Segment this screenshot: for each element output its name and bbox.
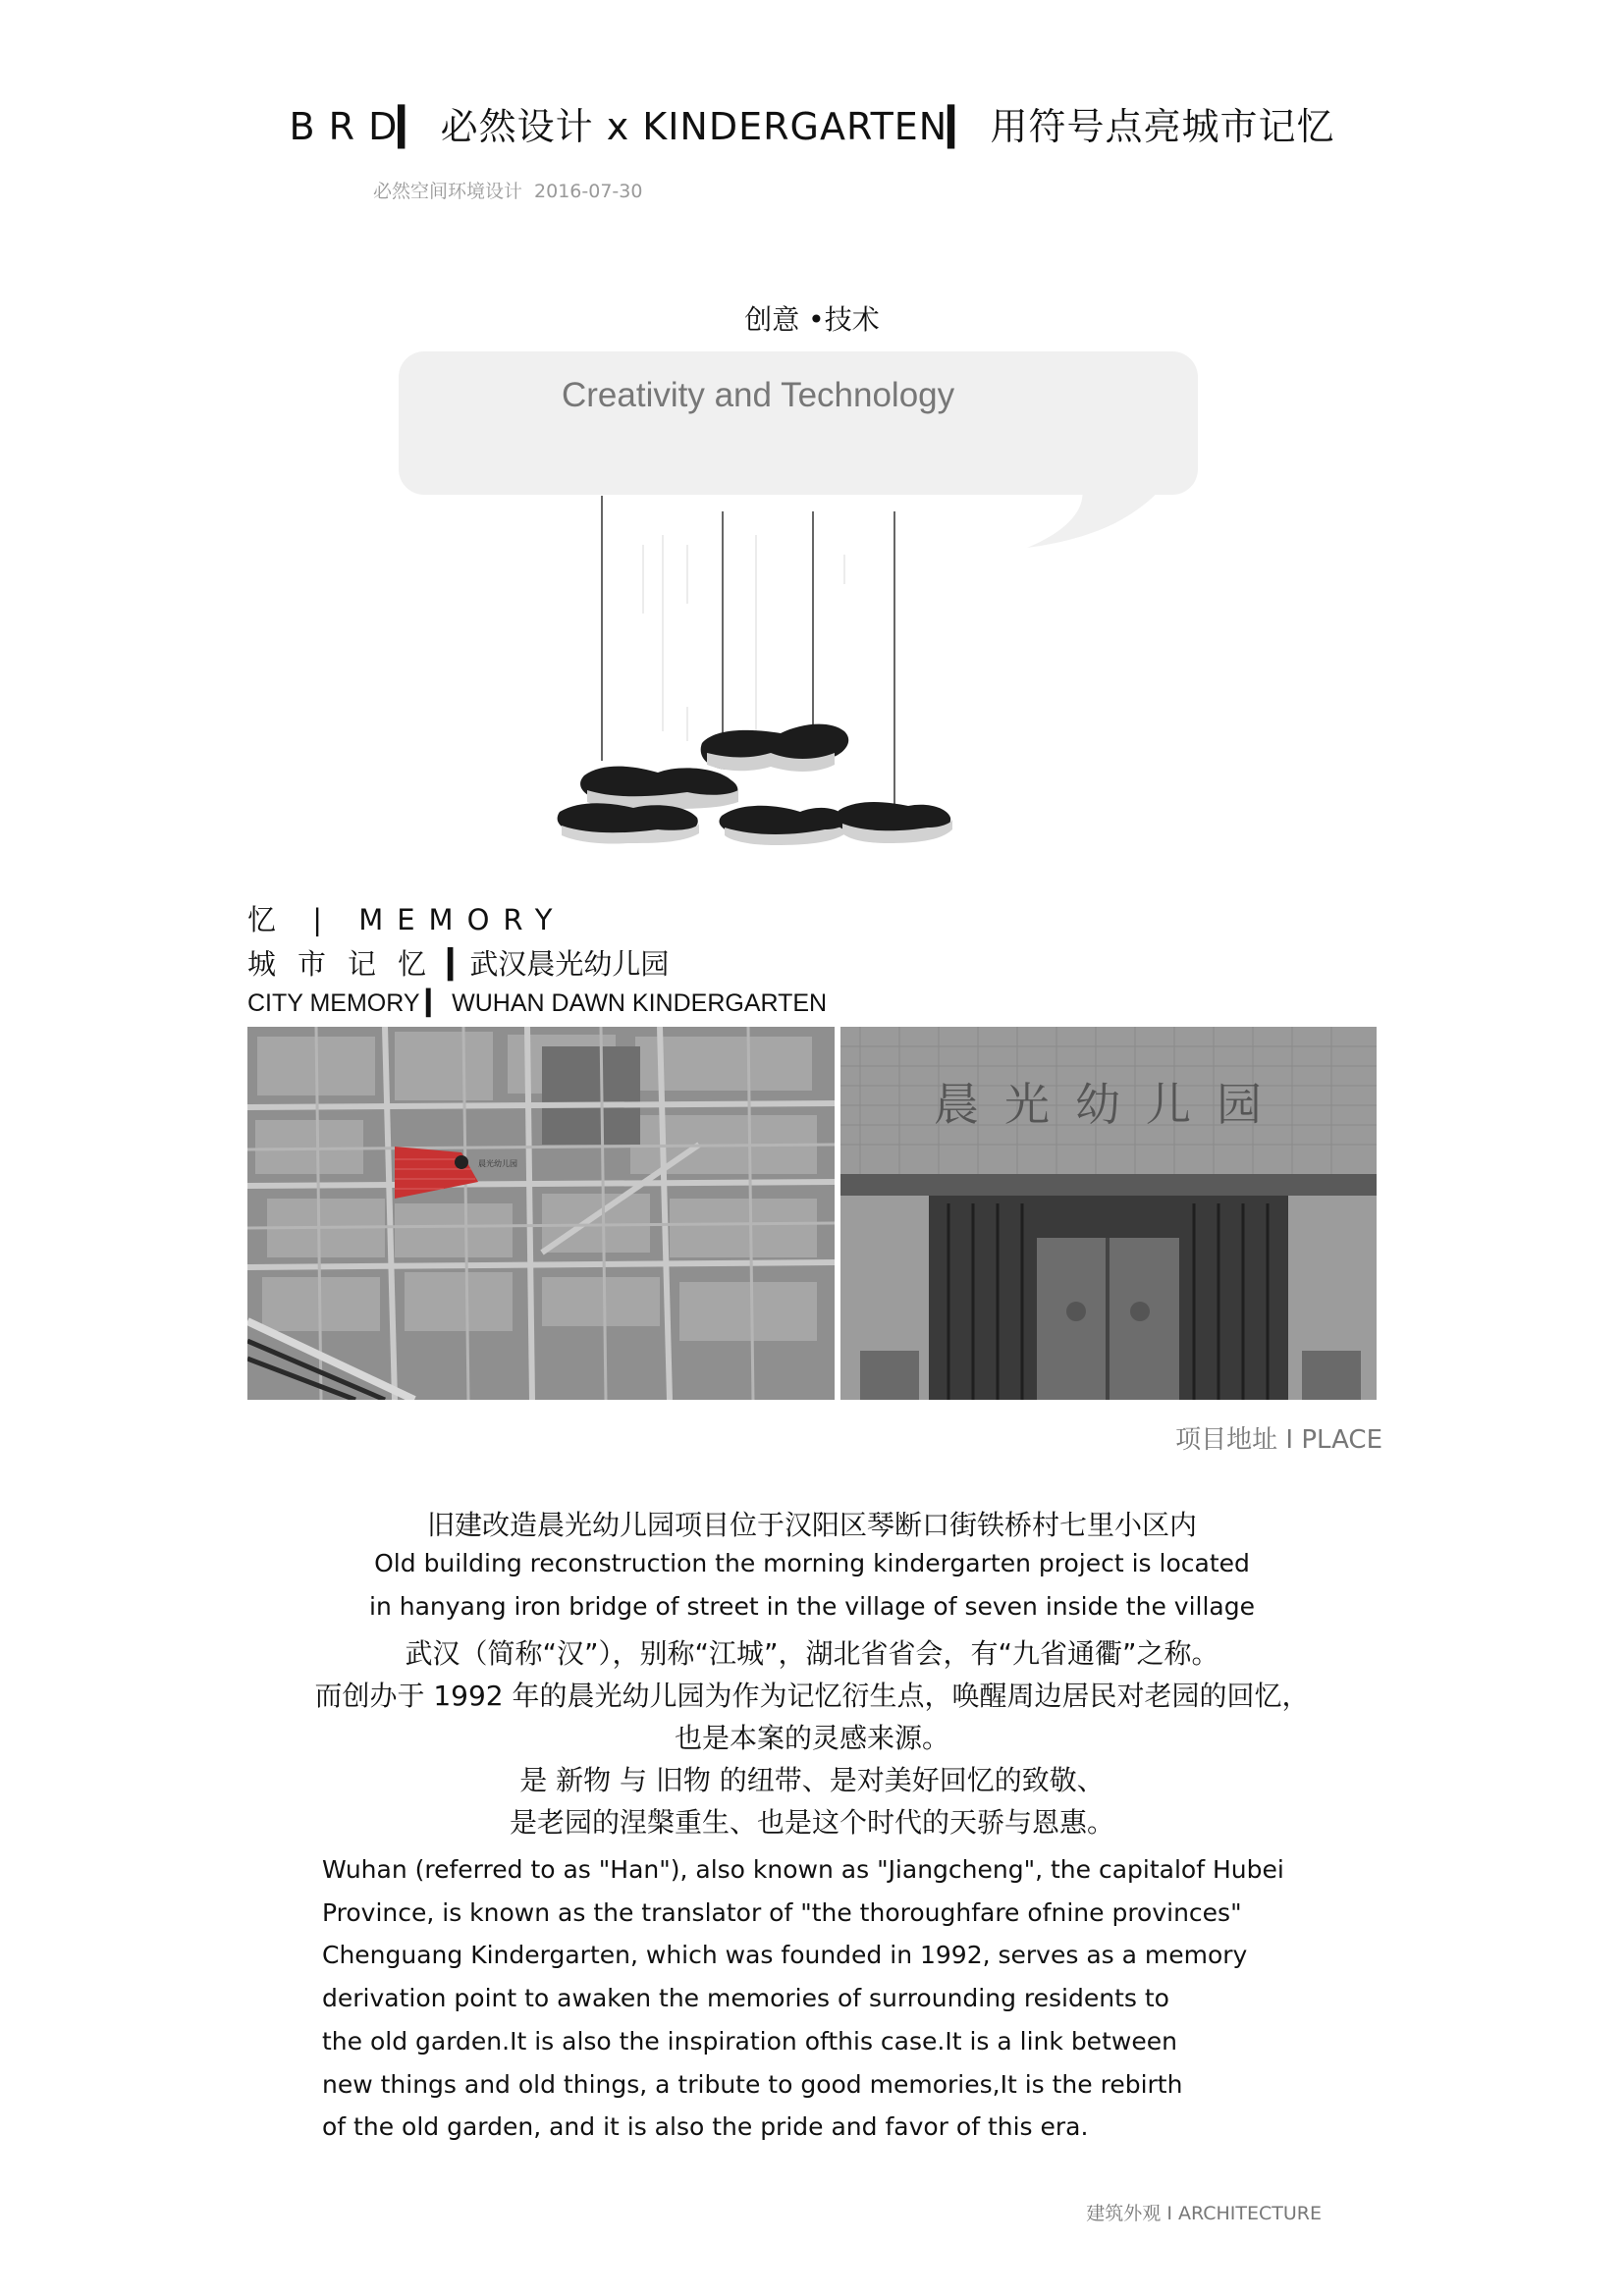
article-title: B R D▎ 必然设计 x KINDERGARTEN▎ 用符号点亮城市记忆 <box>289 105 1335 148</box>
speech-bubble <box>399 351 1198 495</box>
section-title-creativity: 创意 •技术 <box>744 303 880 336</box>
bubble-text: Creativity and Technology <box>562 376 955 414</box>
body-english-line: new things and old things, a tribute to good memories,It is the rebirth <box>322 2069 1183 2099</box>
body-english-line: Province, is known as the translator of "the thoroughfare ofnine provinces" <box>322 1897 1242 1927</box>
speech-bubble-tail <box>1021 481 1168 550</box>
memory-subtitle-cn <box>247 942 669 983</box>
intro-line: 是 新物 与 旧物 的纽带、是对美好回忆的致敬、 <box>519 1764 1105 1796</box>
body-english-line: Chenguang Kindergarten, which was founded in 1992, serves as a memory <box>322 1941 1248 1970</box>
kindergarten-entrance-photo <box>840 1027 1377 1400</box>
intro-line: in hanyang iron bridge of street in the village of seven inside the village <box>369 1592 1255 1621</box>
intro-line: Old building reconstruction the morning kindergarten project is located <box>374 1549 1250 1577</box>
place-caption: 项目地址 I PLACE <box>1175 1425 1382 1455</box>
memory-subtitle-cn-spaced: 城市记忆 <box>247 947 449 981</box>
body-english-line: the old garden.It is also the inspiration ofthis case.It is a link between <box>322 2026 1177 2056</box>
site-map-image <box>247 1027 835 1400</box>
intro-line: 旧建改造晨光幼儿园项目位于汉阳区琴断口街铁桥村七里小区内 <box>426 1509 1197 1541</box>
article-date: 2016-07-30 <box>534 181 643 202</box>
intro-line: 而创办于 1992 年的晨光幼儿园为作为记忆衍生点，唤醒周边居民对老园的回忆， <box>314 1680 1310 1712</box>
kindergarten-sign-text: 晨光幼儿园 <box>934 1078 1287 1131</box>
intro-line: 是老园的涅槃重生、也是这个时代的天骄与恩惠。 <box>509 1806 1114 1839</box>
intro-line: 也是本案的灵感来源。 <box>674 1722 949 1754</box>
memory-subtitle-cn-rest: ▎武汉晨光幼儿园 <box>448 947 670 981</box>
pendant-lamp-illustration <box>550 496 962 849</box>
body-english-line: of the old garden, and it is also the pride and favor of this era. <box>322 2112 1089 2142</box>
body-english-line: derivation point to awaken the memories of surrounding residents to <box>322 1984 1169 2013</box>
article-source[interactable]: 必然空间环境设计 <box>373 181 523 202</box>
memory-heading: 忆 | MEMORY <box>247 903 567 936</box>
map-marker-label: 晨光幼儿园 <box>478 1159 517 1168</box>
article-meta <box>373 177 642 203</box>
body-english-line: Wuhan (referred to as "Han"), also known as "Jiangcheng", the capitalof Hubei <box>322 1855 1284 1884</box>
intro-line: 武汉（简称“汉”），别称“江城”，湖北省省会，有“九省通衢”之称。 <box>405 1637 1219 1670</box>
memory-subtitle-en: CITY MEMORY ▎ WUHAN DAWN KINDERGARTEN <box>247 989 828 1017</box>
architecture-caption: 建筑外观 I ARCHITECTURE <box>1086 2203 1322 2224</box>
